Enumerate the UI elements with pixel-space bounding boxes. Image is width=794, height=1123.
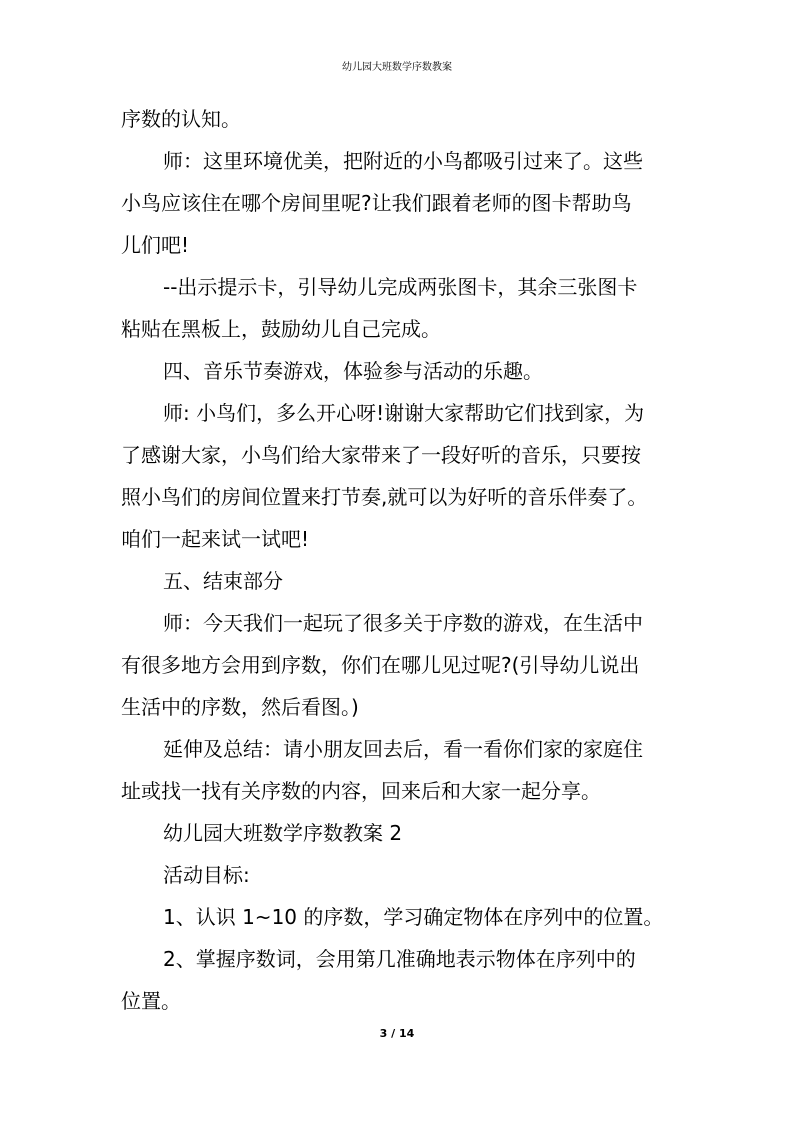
text-line: 延伸及总结：请小朋友回去后，看一看你们家的家庭住 [163, 737, 643, 761]
document-body [121, 98, 681, 1022]
text-line: 小鸟应该住在哪个房间里呢?让我们跟着老师的图卡帮助鸟 [121, 191, 632, 215]
lesson-title: 幼儿园大班数学序数教案 2 [163, 821, 403, 845]
text-line: 位置。 [121, 989, 181, 1013]
text-line: 咱们一起来试一试吧! [121, 527, 310, 551]
text-line: 师：这里环境优美，把附近的小鸟都吸引过来了。这些 [163, 149, 643, 173]
text-line: --出示提示卡，引导幼儿完成两张图卡，其余三张图卡 [163, 275, 638, 299]
text-line: 有很多地方会用到序数，你们在哪儿见过呢?(引导幼儿说出 [121, 653, 640, 677]
text-line: 师：今天我们一起玩了很多关于序数的游戏，在生活中 [163, 611, 643, 635]
page-header: 幼儿园大班数学序数教案 [342, 62, 452, 73]
text-line: 序数的认知。 [121, 107, 241, 131]
text-line: 师: 小鸟们，多么开心呀!谢谢大家帮助它们找到家，为 [163, 401, 645, 425]
text-line: 址或找一找有关序数的内容，回来后和大家一起分享。 [121, 779, 601, 803]
section-heading: 五、结束部分 [163, 569, 283, 593]
section-heading: 四、音乐节奏游戏，体验参与活动的乐趣。 [163, 359, 543, 383]
text-line: 2、掌握序数词，会用第几准确地表示物体在序列中的 [163, 947, 636, 971]
text-line: 1、认识 1~10 的序数，学习确定物体在序列中的位置。 [163, 905, 664, 929]
text-line: 儿们吧! [121, 233, 190, 257]
text-line: 了感谢大家，小鸟们给大家带来了一段好听的音乐，只要按 [121, 443, 641, 467]
text-line: 粘贴在黑板上，鼓励幼儿自己完成。 [121, 317, 441, 341]
section-heading: 活动目标: [163, 863, 250, 887]
page-number: 3 / 14 [379, 1027, 415, 1040]
text-line: 生活中的序数，然后看图。) [121, 695, 359, 719]
text-line: 照小鸟们的房间位置来打节奏,就可以为好听的音乐伴奏了。 [121, 485, 648, 509]
